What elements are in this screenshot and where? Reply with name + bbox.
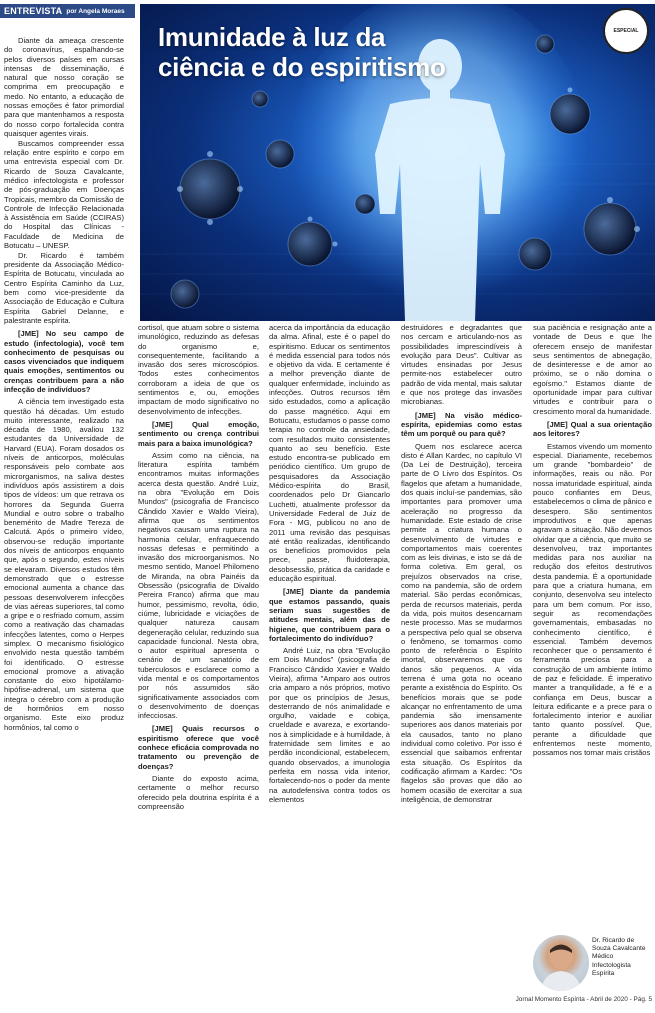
interview-question: [JME] Qual a sua orientação aos leitores? [533,419,652,439]
author-caption [592,937,652,978]
paragraph: sua paciência e resignação ante a vontade de Deus e que lhe oferecem ensejo de manifestar seus sentimentos de abnegação, de desinteresse e de amor ao próximo, se o não domina o egoísmo." Estamos diante de oportunidade impar para cultivar virtudes e contribuir para o crescimento moral da humanidade. [533,323,652,416]
author-caption-line: Espírita [592,969,615,977]
hero-image [140,4,655,321]
author-caption-line: Infectologista [592,961,631,969]
text-column-4 [401,323,522,1013]
author-caption-line: Souza Cavalcante [592,945,646,953]
interview-question: [JME] No seu campo de estudo (infectologia), você tem conhecimento de pesquisas ou casos vivenciados que indiquem quais emoções, sentimentos ou crenças contribuem para a não infecção de indivíduos? [4,329,124,394]
paragraph: Quem nos esclarece acerca disto é Allan Kardec, no capítulo VI (Da Lei de Destruição), terceira parte de O Livro dos Espíritos. Os flagelos que afetam a humanidade, dos quais incluí-se pandemias, são importantes para promover uma aceleração no progresso da humanidade. Este estado de crise permite a criatura humana o desenvolvimento de virtudes e comportamentos mais coerentes com as leis divinas, e isto se dá de forma coletiva. Em geral, os prejuízos observados na crise, como na pandemia, são de ordem material. São perdas econômicas, perda de recursos materiais, perda da vida, pois muitos desencarnam neste processo. Mas se mudarmos a perspectiva pelo qual se observa o fenômeno, se tomarmos como ponto de referência o Espírito imortal, observaremos que os danos são pequenos. A vida terrena é uma gota no oceano perante a existência do Espírito. Os benefícios morais que se pode alcançar no enfrentamento de uma pandemia são imensamente superiores aos danos materiais por ela causados, tanto no plano individual como coletivo. Por isso é essencial que saibamos enfrentar esta situação. Os Espíritos da codificação afirmam a Kardec: "Os flagelos são provas que dão ao homem ocasião de exercitar a sua inteligência, de demonstrar [401,441,522,804]
paragraph: destruidores e degradantes que nos cercam e articulando-nos as possibilidades imprescindíveis à evolução para Deus". Cultivar as virtudes ensinadas por Jesus permite-nos estabelecer outro padrão de vida mental, mais salutar e que nos protege das invasões microbianas. [401,323,522,407]
text-column-1 [4,36,124,1012]
article-title: Imunidade à luz da ciência e do espiritismo [158,22,446,82]
text-column-5 [533,323,652,933]
interview-question: [JME] Quais recursos o espiritismo oferece que você conhece eficácia comprovada no tratamento ou prevenção de doenças? [138,724,259,771]
logo-text: ESPECIAL [613,28,639,34]
special-edition-logo [603,8,649,54]
paragraph: Assim como na ciência, na literatura espírita também encontramos muitas informações acerca desta questão. André Luiz, na obra "Evolução em Dois Mundos" (psicografia de Francisco Cândido Xavier e Waldo Vieira), afirma que os sentimentos negativos causam uma ruptura na harmonia celular, enfraquecendo nossas defesas e permitindo a invasão dos microorganismos. No mesmo sentido, Manoel Philomeno de Miranda, na obra Painéis da Obsessão (psicografia de Divaldo Pereira Franco) afirma que mau humor, pessimismo, revolta, ódio, ciúme, lubricidade e viciações de qualquer natureza causam degeneração celular, reduzindo sua capacidade funcional. Nesta obra, o autor espiritual apresenta o cenário de um sanatório de tuberculosos e esclarece como a vida mental e os comportamentos por nós assumidos são significativamente associados com o desenvolvimento de doenças infecciosas. [138,450,259,721]
interview-question: [JME] Qual emoção, sentimento ou crença contribui mais para a baixa imunológica? [138,419,259,448]
interview-question: [JME] Diante da pandemia que estamos passando, quais seriam suas sugestões de atitudes mentais, além das de higiene, que contribuem para o fortalecimento do indivíduo? [269,587,390,643]
text-column-2 [138,323,259,1013]
section-label: ENTREVISTA [4,6,63,16]
author-photo [533,935,589,991]
section-badge [0,4,135,18]
author-silhouette [533,935,589,991]
paragraph: A ciência tem investigado esta questão há décadas. Um estudo muito interessante, realizado na década de 1980, avaliou 132 estudantes da Universidade de Harvard (EUA). Foram dosados os níveis de anticorpos, moléculas responsáveis pelo combate aos microrganismos, na saliva destes indivíduos após assistirem a dois tipos de vídeos: um que retrava os horrores da Segunda Guerra Mundial e outro sobre o trabalho benemérito de Madre Tereza de Calcutá. Após o primeiro vídeo, observou-se redução importante dos níveis de anticorpos enquanto que, após o segundo, estes níveis se elevaram. Diversos estudos têm demonstrado que o estresse emocional aumenta a chance das pessoas desenvolverem infecções de vias aéreas superiores, tal como a gripe e o resfriado comum, assim como a reativação das chamadas infecções latentes, como o Herpes simplex. O mecanismo fisiológico envolvido nesta questão também foi identificado. O estresse emocional promove a ativação constante do eixo hipotálamo-hipófise-adrenal, um sistema que integra o cérebro com a produção de hormônios em nosso organismo. Este eixo produz hormônios, tal como o [4,397,124,732]
page-footer: Jornal Momento Espírita - Abril de 2020 - Pág. 5 [515,996,652,1003]
paragraph: Dr. Ricardo é também presidente da Associação Médico-Espírita de Botucatu, vinculada ao Centro Espírita Caminho da Luz, bem como vice-presidente da Associação de Educação e Cultura Espírita Gabriel Delanne, e palestrante espírita. [4,250,124,325]
paragraph: André Luiz, na obra "Evolução em Dois Mundos" (psicografia de Francisco Cândido Xavier e Waldo Vieira), afirma "Amparo aos outros cria amparo a nós próprios, motivo por que os princípios de Jesus, desterrando de nós animalidade e orgulho, vaidade e cobiça, crueldade e avareza, e exortando-nos à simplicidade e à humildade, à fraternidade sem limites e ao perdão incondicional, estabelecem, quando observados, a imunologia perfeita em nossa vida interior, fortalecendo-nos o poder da mente na autodefensiva contra todos os elementos [269,646,390,804]
author-caption-line: Médico [592,953,614,961]
paragraph: Diante do exposto acima, certamente o melhor recurso oferecido pela doutrina espírita é a compreensão [138,773,259,811]
paragraph: Buscamos compreender essa relação entre espírito e corpo em uma entrevista especial com Dr. Ricardo de Souza Cavalcante, médico infectologista e professor de pós-graduação em Doenças Tropicais, membro da Comissão de Controle de Infecção Relacionada à Assistência em Saúde (CCIRAS) do Hospital das Clínicas - Faculdade de Medicina de Botucatu – UNESP. [4,138,124,251]
text-column-3 [269,323,390,1013]
paragraph: cortisol, que atuam sobre o sistema imunológico, reduzindo as defesas do organismo e, consequentemente, facilitando a invasão dos seres microscópios. Todos estes conhecimentos corroboram a ideia de que os sentimentos e, ou, emoções impactam de modo significativo no desenvolvimento de infecções. [138,323,259,416]
author-caption-line: Dr. Ricardo de [592,937,635,944]
paragraph: Diante da ameaça crescente do coronavírus, espalhando-se pelos diversos países em cursas intensas de disseminação, é natural que nosso coração se comprima em preocupação e medo. No entanto, a educação de nossas emoções é fator primordial para que mantenhamos a resposta do nosso corpo fortalecida contra quaisquer agentes virais. [4,36,124,138]
paragraph: Estamos vivendo um momento especial. Diariamente, recebemos um grande "bombardeio" de informações, reais ou não. Por nossa imaturidade espiritual, ainda pouco confiantes em Deus, estabelecemos o clima de pânico e desespero. São sentimentos improdutivos e que apenas agravam a situação. Não devemos olvidar que a ciência, que muito se desenvolveu, traz importantes medidas para nos auxiliar na redução dos efeitos destrutivos desta pandemia. É a oportunidade para que a criatura humana, em conjunto, desenvolva seu intelecto para um bem comum. Por isso, seguir as recomendações governamentais, embasadas no conhecimento científico, é essencial. Também devemos reconhecer que o pensamento é ferramenta preciosa para a construção de um ambiente íntimo de paz e felicidade. É imperativo manter a tranquilidade, a fé e a confiança em Deus, buscar a leitura edificante e a prece para o fortalecimento interior e auxiliar tanto quanto possível. Que, perante a dificuldade que enfrentemos neste momento, possamos nos tornar mais cristãos [533,441,652,758]
section-byline: por Angela Moraes [66,7,125,15]
interview-question: [JME] Na visão médico-espírita, epidemias como estas têm um porquê ou para quê? [401,410,522,439]
paragraph: acerca da importância da educação da alma. Afinal, este é o papel do espiritismo. Educar os sentimentos é medida essencial para todos nós e objetivo da vida. E certamente é a melhor prevenção diante de qualquer enfermidade, incluindo as infecções. Outros recursos têm sido estudados, como a aplicação do passe magnético. Aqui em Botucatu, estudamos o passe como terapia no controle da ansiedade, com resultados muito consistentes quanto ao seu benefício. Este estudo encontra-se publicado em periódico científico. Um grupo de pesquisadores da Associação Médico-espírita do Brasil, coordenados pelo Dr Giancarlo Luchetti, atualmente professor da Universidade Federal de Juiz de Fora - MG, publicou no ano de 2011 uma revisão das pesquisas até então realizadas, identificando os benefícios promovidos pela prece, passe, fluidoterapia, desobsessão, prática da caridade e educação espiritual. [269,323,390,584]
